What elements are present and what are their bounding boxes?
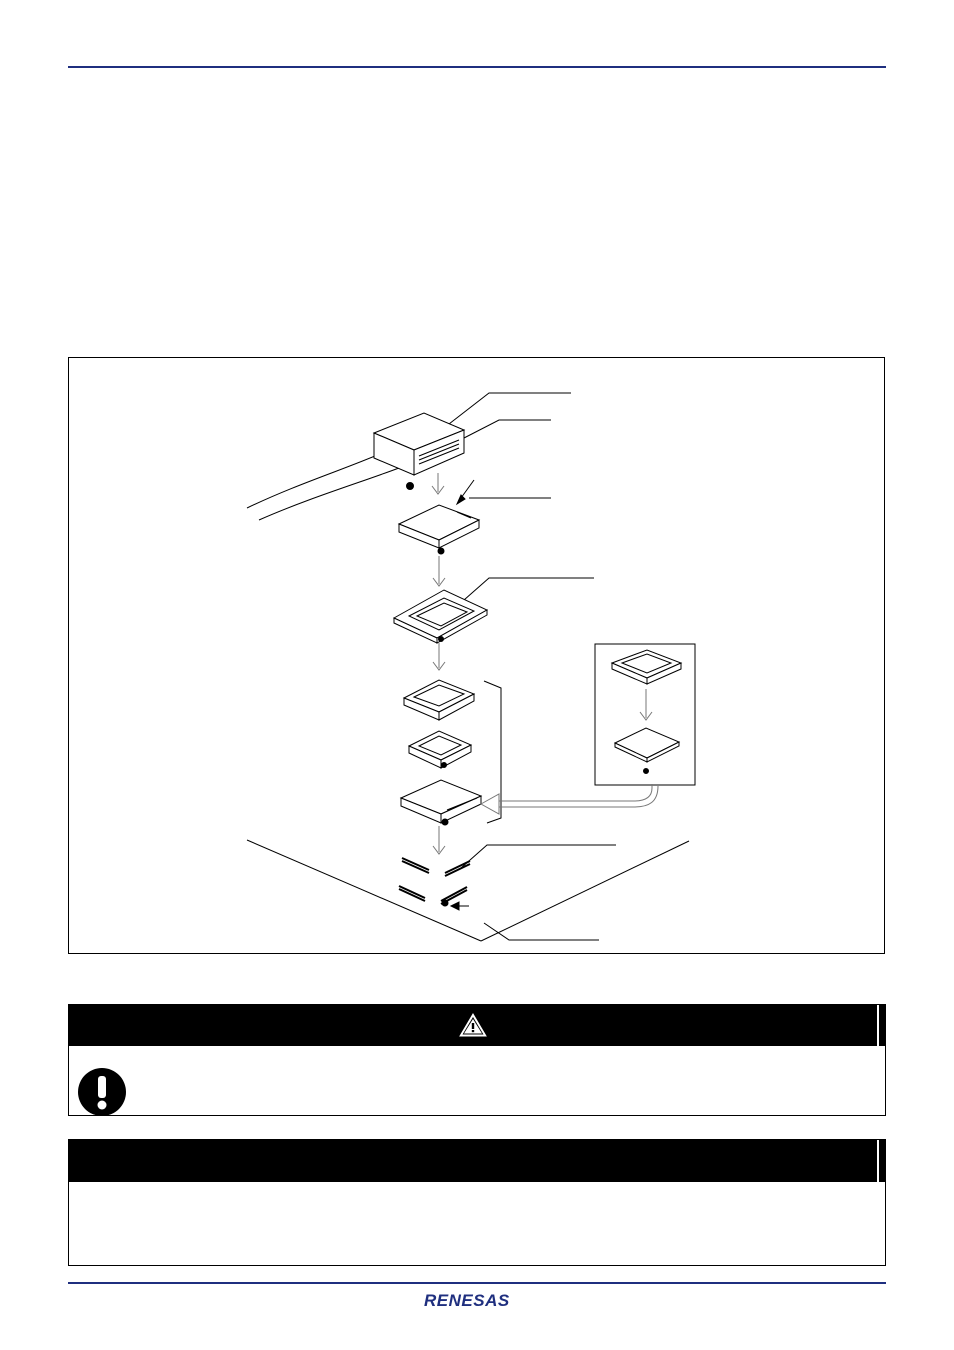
- renesas-logo-text: RENESAS: [424, 1291, 510, 1310]
- connection-diagram: [68, 357, 885, 954]
- adapter: [409, 731, 471, 768]
- socket-cover: [404, 680, 474, 720]
- inset-pointer: [481, 784, 658, 814]
- socket-base: [401, 780, 481, 825]
- header-rule: [68, 66, 886, 68]
- important-header: [69, 1140, 885, 1182]
- exclamation-circle-icon: [77, 1067, 127, 1117]
- footer-rule: [68, 1282, 886, 1284]
- caution-header-edge: [877, 1005, 879, 1046]
- warning-triangle-icon: [458, 1012, 488, 1038]
- pointer-arrow-1: [457, 480, 474, 504]
- target-board-outline: [247, 840, 689, 941]
- cable: [247, 450, 399, 520]
- footprint-pads: [399, 858, 470, 906]
- arrow-down-1: [432, 473, 444, 494]
- leader-lines: [449, 393, 616, 940]
- arrow-down-4: [433, 826, 445, 854]
- probe-head: [374, 413, 464, 490]
- important-notice: [68, 1139, 886, 1266]
- pointer-arrow-2: [451, 902, 469, 910]
- ic-socket-board: [394, 590, 487, 643]
- arrow-down-2: [433, 556, 445, 586]
- renesas-logo: [422, 1290, 534, 1310]
- arrow-down-3: [433, 643, 445, 670]
- important-header-edge: [877, 1140, 879, 1182]
- inset-detail: [595, 644, 695, 785]
- caution-header: [69, 1005, 885, 1046]
- caution-notice: [68, 1004, 886, 1116]
- converter-board: [399, 505, 479, 554]
- diagram-drawing: [69, 358, 886, 955]
